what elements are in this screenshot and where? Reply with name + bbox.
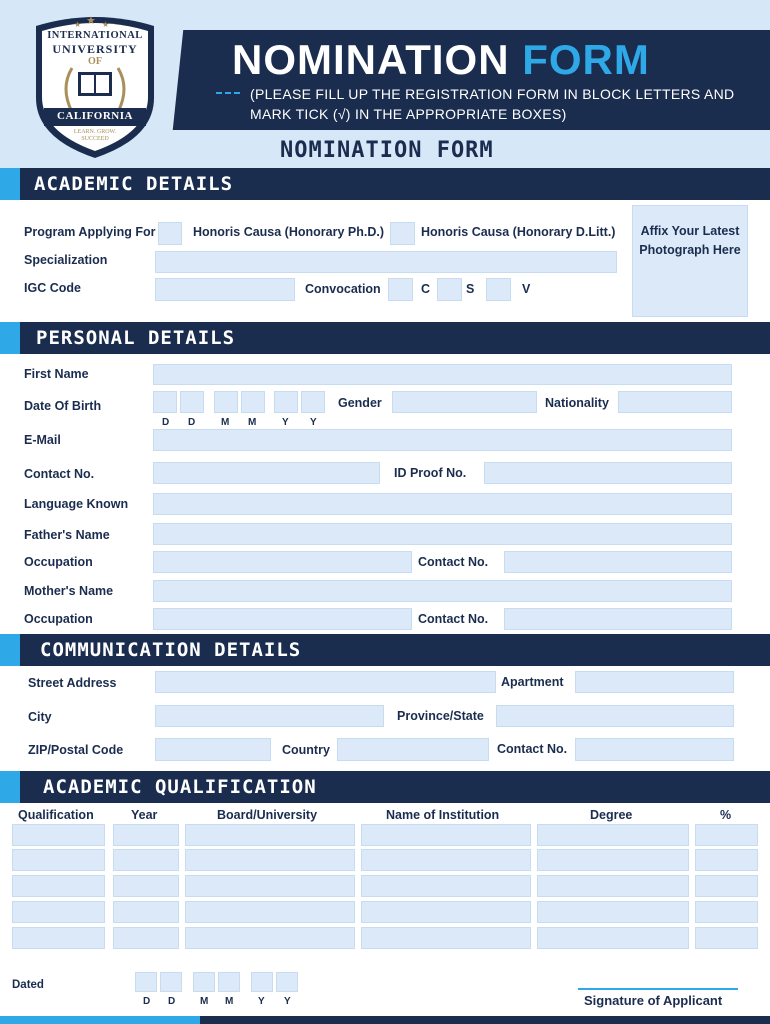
qual-cell-degree-row4[interactable] [537, 901, 689, 923]
logo-motto-line1: LEARN. GROW. [73, 129, 117, 135]
qual-cell-institution-row2[interactable] [361, 849, 531, 871]
signature-label: Signature of Applicant [584, 993, 723, 1008]
father-contact-field[interactable] [504, 551, 732, 573]
dob-hint-m2: M [248, 417, 257, 428]
convocation-c-label: C [421, 282, 431, 296]
qual-cell-percent-row5[interactable] [695, 927, 758, 949]
country-field[interactable] [337, 738, 489, 761]
date-hint-d1: D [143, 996, 151, 1007]
apartment-label: Apartment [501, 675, 564, 689]
logo-text-international: INTERNATIONAL [47, 30, 143, 41]
mother-occupation-field[interactable] [153, 608, 412, 630]
dob-year1-box[interactable] [274, 391, 298, 413]
title-word-nomination: NOMINATION [232, 36, 510, 83]
apartment-field[interactable] [575, 671, 734, 693]
mother-contact-label: Contact No. [418, 612, 489, 626]
qual-cell-percent-row1[interactable] [695, 824, 758, 846]
svg-text:★: ★ [102, 20, 110, 29]
nationality-field[interactable] [618, 391, 732, 413]
province-field[interactable] [496, 705, 734, 727]
date-day2-box[interactable] [160, 972, 182, 992]
section-personal-details [0, 322, 770, 354]
logo-text-university: UNIVERSITY [52, 42, 138, 56]
signature-line[interactable] [578, 988, 738, 990]
qual-cell-year-row5[interactable] [113, 927, 179, 949]
form-instructions: (PLEASE FILL UP THE REGISTRATION FORM IN BLOCK LETTERS AND MARK TICK (√) IN THE APPROPRIATE BOXES) [250, 86, 735, 122]
contact-label: Contact No. [24, 467, 95, 481]
dob-hint-y2: Y [310, 417, 317, 428]
col-year: Year [131, 808, 158, 822]
section-academic-details [0, 168, 770, 200]
date-hint-m2: M [225, 996, 234, 1007]
comm-contact-label: Contact No. [497, 742, 568, 756]
father-occupation-field[interactable] [153, 551, 412, 573]
dob-hint-d1: D [162, 417, 170, 428]
nationality-label: Nationality [545, 396, 609, 410]
contact-field[interactable] [153, 462, 380, 484]
program-label: Program Applying For [24, 225, 156, 239]
email-field[interactable] [153, 429, 732, 451]
qual-cell-board-row3[interactable] [185, 875, 355, 897]
convocation-label: Convocation [305, 282, 381, 296]
zip-label: ZIP/Postal Code [28, 743, 124, 757]
province-label: Province/State [397, 709, 484, 723]
qual-cell-degree-row1[interactable] [537, 824, 689, 846]
phd-checkbox[interactable] [158, 222, 182, 245]
section-title-academic: ACADEMIC DETAILS [34, 173, 234, 195]
qual-cell-institution-row1[interactable] [361, 824, 531, 846]
dob-hint-m1: M [221, 417, 230, 428]
logo-text-of: OF [88, 56, 102, 67]
qual-cell-degree-row3[interactable] [537, 875, 689, 897]
specialization-field[interactable] [155, 251, 617, 273]
dob-year2-box[interactable] [301, 391, 325, 413]
date-hint-y2: Y [284, 996, 291, 1007]
col-percent: % [720, 808, 732, 822]
dob-month2-box[interactable] [241, 391, 265, 413]
qual-cell-board-row4[interactable] [185, 901, 355, 923]
dated-label: Dated [12, 979, 44, 991]
col-board: Board/University [217, 808, 318, 822]
svg-text:★: ★ [86, 14, 96, 27]
qual-cell-degree-row5[interactable] [537, 927, 689, 949]
father-name-label: Father's Name [24, 528, 110, 542]
footer-accent-bar [0, 1016, 200, 1024]
dob-hint-y1: Y [282, 417, 289, 428]
dlitt-checkbox[interactable] [390, 222, 415, 245]
language-field[interactable] [153, 493, 732, 515]
dob-label: Date Of Birth [24, 399, 102, 413]
mother-name-field[interactable] [153, 580, 732, 602]
igc-code-field[interactable] [155, 278, 295, 301]
qual-cell-board-row2[interactable] [185, 849, 355, 871]
col-institution: Name of Institution [386, 808, 500, 822]
phd-option-label: Honoris Causa (Honorary Ph.D.) [193, 225, 384, 239]
qual-cell-qualification-row2[interactable] [12, 849, 105, 871]
section-title-qualification: ACADEMIC QUALIFICATION [43, 776, 317, 798]
convocation-v-checkbox[interactable] [486, 278, 511, 301]
section-title-communication: COMMUNICATION DETAILS [40, 639, 302, 661]
col-degree: Degree [590, 808, 633, 822]
city-label: City [28, 710, 52, 724]
photo-box[interactable] [632, 205, 748, 317]
qual-cell-percent-row4[interactable] [695, 901, 758, 923]
qual-cell-institution-row5[interactable] [361, 927, 531, 949]
zip-field[interactable] [155, 738, 271, 761]
logo-motto-line2: SUCCEED [81, 136, 109, 142]
father-contact-label: Contact No. [418, 555, 489, 569]
dob-month1-box[interactable] [214, 391, 238, 413]
title-word-form: FORM [522, 36, 650, 83]
date-month2-box[interactable] [218, 972, 240, 992]
mother-name-label: Mother's Name [24, 584, 114, 598]
email-label: E-Mail [24, 433, 61, 447]
mother-contact-field[interactable] [504, 608, 732, 630]
father-name-field[interactable] [153, 523, 732, 545]
id-proof-label: ID Proof No. [394, 466, 467, 480]
section-stripe [0, 168, 20, 200]
country-label: Country [282, 743, 330, 757]
date-hint-m1: M [200, 996, 209, 1007]
dash-decoration [216, 92, 240, 94]
qual-cell-qualification-row3[interactable] [12, 875, 105, 897]
street-label: Street Address [28, 676, 117, 690]
logo-text-california: CALIFORNIA [57, 110, 133, 122]
father-occupation-label: Occupation [24, 555, 93, 569]
col-qualification: Qualification [18, 808, 94, 822]
section-stripe [0, 634, 20, 666]
convocation-s-label: S [466, 282, 475, 296]
date-year2-box[interactable] [276, 972, 298, 992]
convocation-v-label: V [522, 282, 531, 296]
qual-cell-year-row3[interactable] [113, 875, 179, 897]
comm-contact-field[interactable] [575, 738, 734, 761]
qual-cell-year-row2[interactable] [113, 849, 179, 871]
university-logo [30, 8, 160, 160]
page-title [232, 36, 650, 84]
language-label: Language Known [24, 497, 129, 511]
photo-box-text: Affix Your Latest Photograph Here [639, 224, 741, 257]
qual-cell-qualification-row5[interactable] [12, 927, 105, 949]
date-month1-box[interactable] [193, 972, 215, 992]
date-hint-d2: D [168, 996, 176, 1007]
dob-hint-d2: D [188, 417, 196, 428]
form-subtitle: NOMINATION FORM [280, 138, 494, 163]
section-stripe [0, 771, 20, 803]
qual-cell-qualification-row1[interactable] [12, 824, 105, 846]
convocation-c-checkbox[interactable] [388, 278, 413, 301]
street-field[interactable] [155, 671, 496, 693]
qual-cell-institution-row3[interactable] [361, 875, 531, 897]
section-title-personal: PERSONAL DETAILS [36, 327, 236, 349]
qual-cell-percent-row3[interactable] [695, 875, 758, 897]
svg-text:★: ★ [74, 20, 82, 29]
section-stripe [0, 322, 20, 354]
section-academic-qualification [0, 771, 770, 803]
gender-field[interactable] [392, 391, 537, 413]
city-field[interactable] [155, 705, 384, 727]
dob-day2-box[interactable] [180, 391, 204, 413]
qual-cell-qualification-row4[interactable] [12, 901, 105, 923]
date-day1-box[interactable] [135, 972, 157, 992]
gender-label: Gender [338, 396, 382, 410]
qual-cell-board-row1[interactable] [185, 824, 355, 846]
dob-day1-box[interactable] [153, 391, 177, 413]
mother-occupation-label: Occupation [24, 612, 93, 626]
qual-cell-year-row1[interactable] [113, 824, 179, 846]
first-name-field[interactable] [153, 364, 732, 385]
convocation-s-checkbox[interactable] [437, 278, 462, 301]
dlitt-option-label: Honoris Causa (Honorary D.Litt.) [421, 225, 616, 239]
section-communication-details [0, 634, 770, 666]
qual-cell-year-row4[interactable] [113, 901, 179, 923]
id-proof-field[interactable] [484, 462, 732, 484]
qual-cell-board-row5[interactable] [185, 927, 355, 949]
qual-cell-degree-row2[interactable] [537, 849, 689, 871]
qual-cell-percent-row2[interactable] [695, 849, 758, 871]
igc-code-label: IGC Code [24, 281, 81, 295]
specialization-label: Specialization [24, 253, 108, 267]
first-name-label: First Name [24, 367, 89, 381]
date-year1-box[interactable] [251, 972, 273, 992]
date-hint-y1: Y [258, 996, 265, 1007]
qual-cell-institution-row4[interactable] [361, 901, 531, 923]
